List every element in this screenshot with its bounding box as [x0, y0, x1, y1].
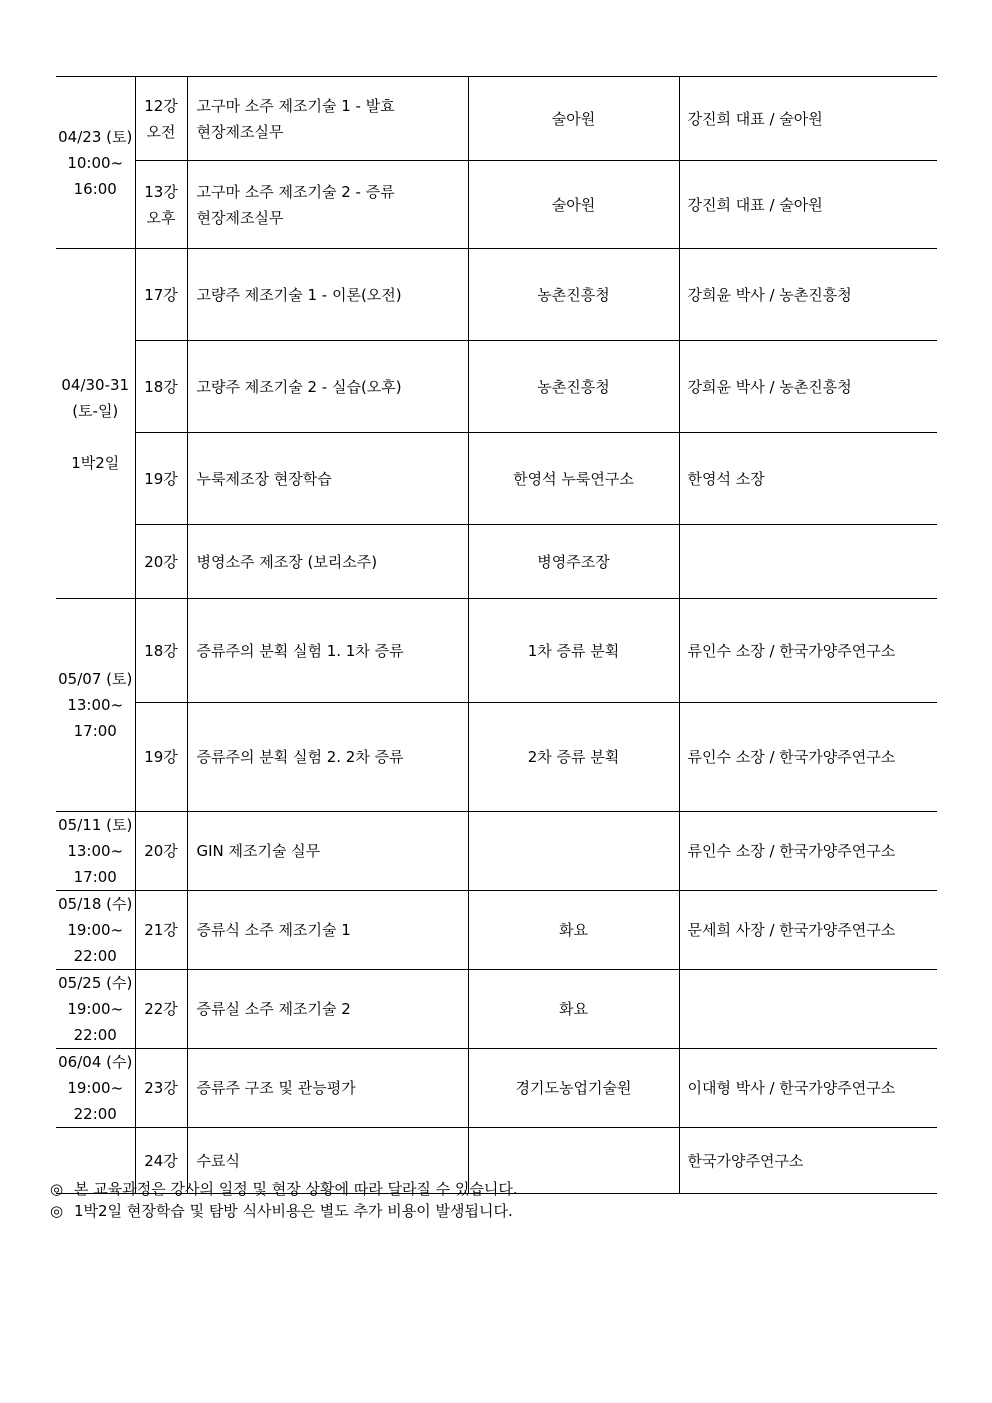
time-end-text: 22:00 [73, 1105, 117, 1123]
place-cell: 2차 증류 분획 [468, 703, 679, 812]
place-cell: 한영석 누룩연구소 [468, 433, 679, 525]
lecturer-cell: 류인수 소장 / 한국가양주연구소 [679, 599, 937, 703]
time-end-text: 22:00 [73, 1026, 117, 1044]
lecture-title-cell [187, 77, 468, 161]
lecture-title-cell: 고량주 제조기술 2 - 실습(오후) [187, 341, 468, 433]
lecturer-cell: 류인수 소장 / 한국가양주연구소 [679, 703, 937, 812]
date-text: 05/25 (수) [58, 974, 133, 992]
lecture-number-cell: 18강 [135, 599, 187, 703]
lecture-number-cell: 21강 [135, 891, 187, 970]
lecture-title: 고구마 소주 제조기술 1 - 발효 [196, 96, 395, 115]
time-start-text: 19:00~ [67, 1000, 124, 1018]
lecturer-cell: 한국가양주연구소 [679, 1128, 937, 1194]
date-duration-text: 1박2일 [71, 453, 120, 472]
schedule-table [56, 76, 937, 1194]
time-end-text: 17:00 [73, 868, 117, 886]
time-start-text: 13:00~ [67, 842, 124, 860]
lecture-number: 13강 [144, 182, 178, 201]
lecture-number-cell: 24강 [135, 1128, 187, 1194]
lecturer-cell: 이대형 박사 / 한국가양주연구소 [679, 1049, 937, 1128]
lecture-number-cell [135, 161, 187, 249]
lecturer-cell [679, 525, 937, 599]
lecture-subtitle: 현장제조실무 [196, 208, 284, 227]
lecture-title-cell: 병영소주 제조장 (보리소주) [187, 525, 468, 599]
lecture-number: 12강 [144, 96, 178, 115]
time-start-text: 10:00~ [67, 153, 124, 172]
place-cell: 농촌진흥청 [468, 341, 679, 433]
lecturer-cell: 강진희 대표 / 술아원 [679, 161, 937, 249]
lecture-title-cell: 증류주 구조 및 관능평가 [187, 1049, 468, 1128]
lecture-number-cell: 19강 [135, 703, 187, 812]
place-cell: 경기도농업기술원 [468, 1049, 679, 1128]
lecture-title-cell: 증류주의 분획 실험 1. 1차 증류 [187, 599, 468, 703]
date-text: 05/07 (토) [58, 670, 133, 688]
table-row [56, 812, 937, 891]
time-start-text: 19:00~ [67, 921, 124, 939]
date-text: 04/23 (토) [58, 127, 133, 146]
date-spacer [56, 424, 135, 450]
note-bullet-icon: ◎ [50, 1202, 64, 1220]
date-text: 04/30-31 [61, 375, 130, 394]
time-start-text: 13:00~ [67, 696, 124, 714]
notes [50, 1178, 518, 1222]
place-cell: 농촌진흥청 [468, 249, 679, 341]
lecture-title-cell: 누룩제조장 현장학습 [187, 433, 468, 525]
note-text: 1박2일 현장학습 및 탐방 식사비용은 별도 추가 비용이 발생됩니다. [74, 1202, 513, 1220]
place-cell: 1차 증류 분획 [468, 599, 679, 703]
note-bullet-icon: ◎ [50, 1180, 64, 1198]
table-row [56, 433, 937, 525]
lecture-number-cell: 23강 [135, 1049, 187, 1128]
lecture-subtitle: 현장제조실무 [196, 122, 284, 141]
lecture-title-cell [187, 161, 468, 249]
lecturer-cell: 한영석 소장 [679, 433, 937, 525]
date-cell [56, 1049, 135, 1128]
lecture-title-cell: 고량주 제조기술 1 - 이론(오전) [187, 249, 468, 341]
table-row [56, 599, 937, 703]
time-end-text: 16:00 [73, 179, 117, 198]
lecture-title-cell: GIN 제조기술 실무 [187, 812, 468, 891]
time-end-text: 17:00 [73, 722, 117, 740]
lecture-title-cell: 증류주의 분획 실험 2. 2차 증류 [187, 703, 468, 812]
note-item [50, 1200, 518, 1222]
lecturer-cell: 류인수 소장 / 한국가양주연구소 [679, 812, 937, 891]
table-row [56, 891, 937, 970]
table-row [56, 970, 937, 1049]
date-cell [56, 599, 135, 812]
lecture-number-cell: 19강 [135, 433, 187, 525]
table-row [56, 703, 937, 812]
place-cell: 술아원 [468, 77, 679, 161]
date-cell [56, 812, 135, 891]
table-row [56, 525, 937, 599]
table-row [56, 161, 937, 249]
note-item [50, 1178, 518, 1200]
lecture-session: 오전 [146, 122, 176, 141]
lecture-title-cell: 증류실 소주 제조기술 2 [187, 970, 468, 1049]
lecture-number-cell [135, 77, 187, 161]
date-cell [56, 77, 135, 249]
place-cell: 술아원 [468, 161, 679, 249]
place-cell: 병영주조장 [468, 525, 679, 599]
date-cell [56, 970, 135, 1049]
table-row [56, 341, 937, 433]
lecture-number-cell: 20강 [135, 812, 187, 891]
lecturer-cell: 강희윤 박사 / 농촌진흥청 [679, 249, 937, 341]
date-cell [56, 891, 135, 970]
lecture-title-cell: 수료식 [187, 1128, 468, 1194]
lecture-number-cell: 18강 [135, 341, 187, 433]
date-text: 05/11 (토) [58, 816, 133, 834]
date-text: 06/04 (수) [58, 1053, 133, 1071]
date-text: 05/18 (수) [58, 895, 133, 913]
lecture-number-cell: 20강 [135, 525, 187, 599]
table-row [56, 1049, 937, 1128]
place-cell [468, 812, 679, 891]
place-cell: 화요 [468, 970, 679, 1049]
lecturer-cell: 문세희 사장 / 한국가양주연구소 [679, 891, 937, 970]
place-cell: 화요 [468, 891, 679, 970]
lecture-title-cell: 증류식 소주 제조기술 1 [187, 891, 468, 970]
lecturer-cell: 강희윤 박사 / 농촌진흥청 [679, 341, 937, 433]
date-cell [56, 249, 135, 599]
note-text: 본 교육과정은 강사의 일정 및 현장 상황에 따라 달라질 수 있습니다. [74, 1180, 518, 1198]
lecture-session: 오후 [146, 208, 176, 227]
lecture-number-cell: 17강 [135, 249, 187, 341]
lecture-number-cell: 22강 [135, 970, 187, 1049]
table-row [56, 249, 937, 341]
time-start-text: 19:00~ [67, 1079, 124, 1097]
lecturer-cell: 강진희 대표 / 술아원 [679, 77, 937, 161]
date-days-text: (토-일) [72, 401, 119, 420]
lecture-title: 고구마 소주 제조기술 2 - 증류 [196, 182, 395, 201]
lecturer-cell [679, 970, 937, 1049]
time-end-text: 22:00 [73, 947, 117, 965]
table-row [56, 77, 937, 161]
